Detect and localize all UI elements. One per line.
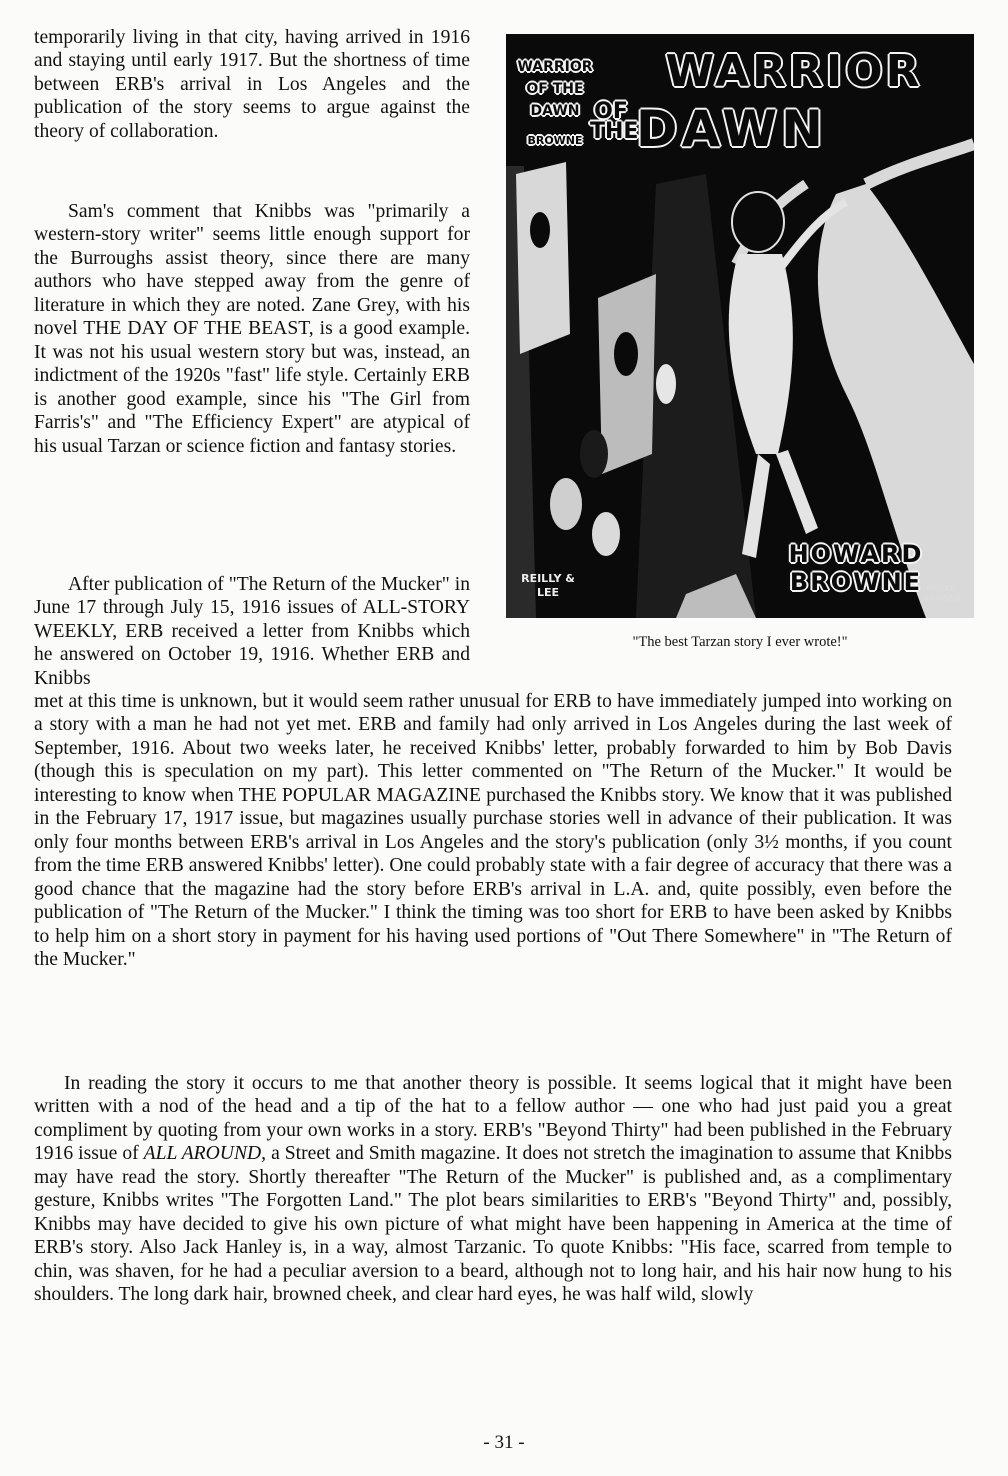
cover-title-of-the: OF THE — [590, 99, 639, 144]
cover-title-warrior: WARRIOR — [665, 46, 923, 97]
cover-author-name: HOWARD BROWNE — [788, 540, 924, 596]
magazine-title-italic: ALL AROUND, — [143, 1143, 267, 1165]
image-caption: "The best Tarzan story I ever wrote!" — [632, 634, 848, 650]
cover-artist-signature: FRITIOF JOHNSON — [922, 584, 961, 603]
cover-spine-author: BROWNE — [527, 134, 583, 147]
paragraph-3-start: After publication of "The Return of the Mucker" in June 17 through July 15, 1916 issues of ALL-STORY WEEKLY, ERB received a letter from Knibbs which he answered on October 19, 1916. Whether ERB and Knibbs — [34, 574, 470, 689]
paragraph-4-text-b: a Street and Smith magazine. It does not stretch the imagination to assume that Knibbs may have read the story. Shortly thereafter "The Return of the Mucker" is published and, as a complimentary gesture, Knibbs writes "The Forgotten Land." The plot bears similarities to ERB's "Beyond Thirty" and, possibly, Knibbs may have decided to give his own picture of what might have been happening in America at the time of ERB's story. Also Jack Hanley is, in a way, almost Tarzanic. To quote Knibbs: "His face, scarred from temple to chin, was shaven, for he had a peculiar aversion to a beard, although not to long hair, and his hair now hung to his shoulders. The long dark hair, browned cheek, and clear hard eyes, he was half wild, slowly — [34, 1143, 952, 1306]
cover-publisher: REILLY & LEE — [521, 572, 575, 599]
paragraph-3-continued: met at this time is unknown, but it would seem rather unusual for ERB to have immediately jumped into working on a story with a man he had not yet met. ERB and family had only arrived in Los Angeles during the last week of September, 1916. About two weeks later, he received Knibbs' letter, probably forwarded to him by Bob Davis (though this is speculation on my part). This letter commented on "The Return of the Mucker." It would be interesting to know when THE POPULAR MAGAZINE purchased the Knibbs story. We know that it was published in the February 17, 1917 issue, but magazines usually purchase stories well in advance of their publication. It was only four months between ERB's arrival in Los Angeles and the story's publication (only 3½ months, if you count from the time ERB answered Knibbs' letter). One could probably state with a fair degree of accuracy that there was a good chance that the magazine had the story before ERB's arrival in L.A. and, quite possibly, even before the publication of "The Return of the Mucker." I think the timing was too short for ERB to have been asked by Knibbs to help him on a short story in payment for his having used portions of "Out There Somewhere" in "The Return of the Mucker." — [34, 691, 952, 970]
paragraph-4-text-a: In reading the story it occurs to me that another theory is possible. It seems logical that it might have been written with a nod of the head and a tip of the hat to a fellow author — one who had just paid you a great compliment by quoting from your own works in a story. ERB's "Beyond Thirty" had been published in the February 1916 issue of — [34, 1073, 952, 1165]
cover-spine-title: WARRIOR OF THE DAWN — [517, 59, 593, 119]
book-cover-image — [506, 34, 974, 618]
paragraph-2: Sam's comment that Knibbs was "primarily a western-story writer" seems little enough support for the Burroughs assist theory, since there are many authors who have stepped away from the genre of literature in which they are noted. Zane Grey, with his novel THE DAY OF THE BEAST, is a good example. It was not his usual western story but was, instead, an indictment of the 1920s "fast" life style. Certainly ERB is another good example, since his "The Girl from Farris's" and "The Efficiency Expert" are atypical of his usual Tarzan or science fiction and fantasy stories. — [34, 201, 470, 457]
paragraph-1: temporarily living in that city, having arrived in 1916 and staying until early 1917. But the shortness of time between ERB's arrival in Los Angeles and the publication of the story seems to argue against the theory of collaboration. — [34, 27, 470, 142]
cover-title-dawn: DAWN — [636, 100, 827, 158]
paragraph-4 — [34, 1072, 952, 1307]
page-number: - 31 - — [483, 1432, 525, 1453]
